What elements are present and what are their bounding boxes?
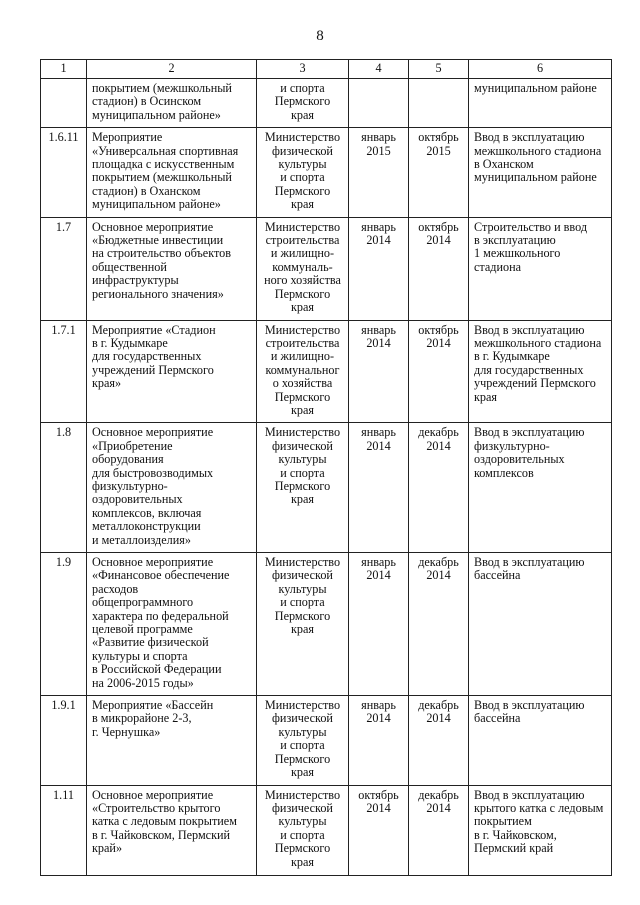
start-date: январь 2015	[361, 130, 396, 158]
expected-result: Ввод в эксплуатацию межшкольного стадиона в Оханском муниципальном районе	[474, 130, 602, 185]
end-date: декабрь 2014	[418, 555, 459, 583]
end-date-cell	[409, 128, 469, 217]
activity-name: Основное мероприятие «Строительство крытого катка с ледовым покрытием в г. Чайковском, Пермский край»	[92, 787, 237, 856]
activity-name-cell	[87, 696, 257, 785]
row-number: 1.7	[55, 219, 72, 234]
row-number: 1.9	[55, 555, 72, 569]
end-date-cell	[409, 79, 469, 128]
column-header: 5	[409, 60, 469, 79]
row-number-cell	[41, 785, 87, 875]
table-row	[41, 128, 612, 217]
activity-name: Основное мероприятие «Финансовое обеспечение расходов общепрограммного характера по федеральной целевой программе «Развитие физической культуры и спорта в Российской Федерации на 2006-2015 годы»	[92, 555, 230, 690]
responsible-agency-cell	[257, 79, 349, 128]
responsible-agency-cell	[257, 696, 349, 785]
start-date-cell	[349, 696, 409, 785]
start-date-cell	[349, 128, 409, 217]
start-date-cell	[349, 423, 409, 553]
page-number: 8	[316, 28, 324, 44]
table-row	[41, 553, 612, 696]
responsible-agency-cell	[257, 423, 349, 553]
end-date-cell	[409, 423, 469, 553]
activity-name-cell	[87, 320, 257, 423]
row-number: 1.9.1	[51, 698, 76, 713]
end-date: декабрь 2014	[418, 698, 459, 726]
expected-result: Ввод в эксплуатацию физкультурно- оздоровительных комплексов	[474, 425, 585, 480]
activity-name-cell	[87, 553, 257, 696]
start-date: январь 2014	[361, 219, 396, 248]
expected-result-cell	[469, 696, 612, 785]
row-number-cell	[41, 217, 87, 320]
row-number-cell	[41, 128, 87, 217]
expected-result-cell	[469, 79, 612, 128]
responsible-agency: Министерство физической культуры и спорта Пермского края	[264, 425, 341, 507]
end-date: декабрь 2014	[418, 787, 459, 815]
responsible-agency: Министерство физической культуры и спорта Пермского края	[264, 787, 341, 869]
responsible-agency-cell	[257, 785, 349, 875]
activity-name: Мероприятие «Стадион в г. Кудымкаре для государственных учреждений Пермского края»	[92, 322, 216, 391]
responsible-agency-cell	[257, 553, 349, 696]
start-date: январь 2014	[361, 425, 396, 453]
responsible-agency: и спорта Пермского края	[274, 81, 331, 122]
start-date: январь 2014	[361, 555, 396, 583]
start-date: январь 2014	[361, 322, 396, 350]
table-row	[41, 217, 612, 320]
responsible-agency: Министерство физической культуры и спорта Пермского края	[264, 698, 341, 780]
expected-result-cell	[469, 128, 612, 217]
table-row	[41, 79, 612, 128]
row-number: 1.7.1	[51, 322, 76, 337]
end-date: октябрь 2014	[418, 322, 459, 350]
start-date-cell	[349, 553, 409, 696]
activity-name-cell	[87, 423, 257, 553]
end-date-cell	[409, 217, 469, 320]
expected-result-cell	[469, 785, 612, 875]
responsible-agency-cell	[257, 320, 349, 423]
column-header-row	[41, 60, 612, 79]
expected-result: Строительство и ввод в эксплуатацию 1 межшкольного стадиона	[474, 219, 588, 274]
end-date-cell	[409, 553, 469, 696]
row-number: 1.6.11	[48, 130, 79, 145]
activity-name-cell	[87, 217, 257, 320]
end-date-cell	[409, 696, 469, 785]
responsible-agency-cell	[257, 217, 349, 320]
row-number: 1.8	[55, 425, 72, 440]
expected-result: Ввод в эксплуатацию бассейна	[474, 698, 585, 726]
expected-result-cell	[469, 320, 612, 423]
expected-result: Ввод в эксплуатацию межшкольного стадиона в г. Кудымкаре для государственных учреждений Пермского края	[474, 322, 602, 404]
row-number-cell	[41, 79, 87, 128]
column-header: 3	[257, 60, 349, 79]
expected-result-cell	[469, 217, 612, 320]
responsible-agency: Министерство строительства и жилищно- коммуналь- ного хозяйства Пермского края	[264, 219, 341, 315]
responsible-agency: Министерство строительства и жилищно- коммунальног о хозяйства Пермского края	[264, 322, 341, 417]
expected-result: Ввод в эксплуатацию бассейна	[474, 555, 585, 583]
row-number: 1.11	[53, 787, 74, 802]
row-number-cell	[41, 320, 87, 423]
start-date-cell	[349, 320, 409, 423]
end-date: октябрь 2014	[418, 219, 459, 248]
start-date-cell	[349, 217, 409, 320]
start-date: январь 2014	[361, 698, 396, 726]
table-row	[41, 320, 612, 423]
activity-name: покрытием (межшкольный стадион) в Осинском муниципальном районе»	[92, 81, 232, 122]
activity-name: Основное мероприятие «Бюджетные инвестиции на строительство объектов общественной инфраструктуры регионального значения»	[92, 219, 231, 301]
table-row	[41, 423, 612, 553]
activity-name: Мероприятие «Бассейн в микрорайоне 2-3, г. Чернушка»	[92, 698, 214, 739]
responsible-agency: Министерство физической культуры и спорта Пермского края	[264, 130, 341, 212]
row-number-cell	[41, 696, 87, 785]
table-row	[41, 696, 612, 785]
column-header: 4	[349, 60, 409, 79]
responsible-agency: Министерство физической культуры и спорта Пермского края	[264, 555, 341, 637]
table-row	[41, 785, 612, 875]
column-header: 6	[469, 60, 612, 79]
responsible-agency-cell	[257, 128, 349, 217]
column-header: 2	[87, 60, 257, 79]
column-header: 1	[41, 60, 87, 79]
activity-name-cell	[87, 128, 257, 217]
row-number-cell	[41, 423, 87, 553]
expected-result-cell	[469, 423, 612, 553]
activity-name: Основное мероприятие «Приобретение оборудования для быстровозводимых физкультурно- оздоровительных комплексов, включая металлоконструкции и металлоизделия»	[92, 425, 214, 547]
expected-result-cell	[469, 553, 612, 696]
start-date-cell	[349, 79, 409, 128]
expected-result: муниципальном районе	[474, 81, 597, 95]
start-date-cell	[349, 785, 409, 875]
end-date-cell	[409, 320, 469, 423]
activity-name: Мероприятие «Универсальная спортивная площадка с искусственным покрытием (межшкольный стадион) в Оханском муниципальном районе»	[92, 130, 239, 212]
end-date: октябрь 2015	[418, 130, 459, 158]
activity-name-cell	[87, 79, 257, 128]
start-date: октябрь 2014	[358, 787, 399, 815]
row-number-cell	[41, 553, 87, 696]
program-table	[40, 59, 612, 876]
expected-result: Ввод в эксплуатацию крытого катка с ледовым покрытием в г. Чайковском, Пермский край	[474, 787, 604, 856]
end-date-cell	[409, 785, 469, 875]
end-date: декабрь 2014	[418, 425, 459, 453]
activity-name-cell	[87, 785, 257, 875]
